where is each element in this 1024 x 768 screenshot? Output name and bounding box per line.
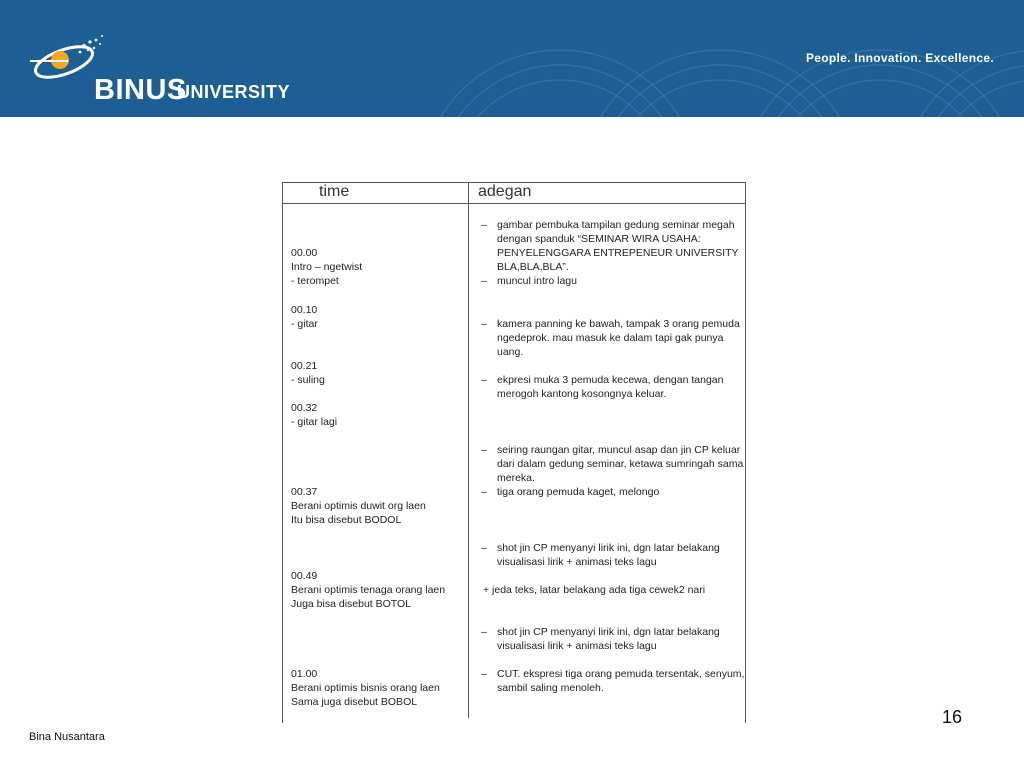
- time-cell: Itu bisa disebut BODOL: [291, 514, 402, 526]
- tagline: People. Innovation. Excellence.: [805, 51, 994, 65]
- scene-line: shot jin CP menyanyi lirik ini, dgn latar belakang: [497, 626, 720, 638]
- time-cell: - suling: [291, 374, 325, 386]
- time-cell: - gitar: [291, 318, 318, 330]
- list-dash: –: [481, 542, 487, 554]
- header-banner: [0, 0, 1024, 117]
- time-cell: - terompet: [291, 275, 339, 287]
- scene-line: sambil saling menoleh.: [497, 682, 604, 694]
- logo-binus-text: BINUS: [94, 74, 187, 106]
- scene-line: uang.: [497, 346, 524, 358]
- list-dash: –: [481, 626, 487, 638]
- time-cell: Sama juga disebut BOBOL: [291, 696, 418, 708]
- time-cell: Berani optimis duwit org laen: [291, 500, 426, 512]
- scene-line: tiga orang pemuda kaget, melongo: [497, 486, 660, 498]
- time-cell: Intro – ngetwist: [291, 261, 363, 273]
- time-cell: 00.21: [291, 360, 318, 372]
- time-cell: - gitar lagi: [291, 416, 338, 428]
- scene-line: ekpresi muka 3 pemuda kecewa, dengan tangan: [497, 374, 724, 386]
- time-cell: 00.32: [291, 402, 318, 414]
- list-dash: –: [481, 444, 487, 456]
- column-header-adegan: adegan: [478, 183, 532, 200]
- scene-line: PENYELENGGARA ENTREPENEUR UNIVERSITY: [497, 247, 739, 259]
- scene-line: CUT. ekspresi tiga orang pemuda tersentak, senyum,: [497, 668, 745, 680]
- header-divider: [282, 203, 745, 204]
- scene-line: dengan spanduk “SEMINAR WIRA USAHA:: [497, 233, 701, 245]
- scene-line: gambar pembuka tampilan gedung seminar megah: [497, 219, 735, 231]
- list-dash: –: [481, 318, 487, 330]
- scene-line: muncul intro lagu: [497, 275, 577, 287]
- scene-line: visualisasi lirik + animasi teks lagu: [497, 640, 657, 652]
- time-cell: 00.49: [291, 570, 318, 582]
- list-dash: –: [481, 486, 487, 498]
- time-cell: Berani optimis bisnis orang laen: [291, 682, 440, 694]
- logo-university-text: UNIVERSITY: [177, 82, 291, 102]
- scene-line: shot jin CP menyanyi lirik ini, dgn latar belakang: [497, 542, 720, 554]
- list-dash: –: [481, 668, 487, 680]
- time-cell: Berani optimis tenaga orang laen: [291, 584, 446, 596]
- scene-line: ngedeprok. mau masuk ke dalam tapi gak punya: [497, 332, 724, 344]
- binus-logo: [22, 18, 312, 108]
- column-divider: [468, 182, 469, 718]
- page-number: 16: [942, 707, 963, 727]
- scene-line: BLA,BLA,BLA”.: [497, 261, 569, 273]
- scene-line: seiring raungan gitar, muncul asap dan jin CP keluar: [497, 444, 741, 456]
- list-dash: –: [481, 275, 487, 287]
- time-cell: 00.37: [291, 486, 318, 498]
- time-cell: 01.00: [291, 668, 318, 680]
- scene-table: [282, 182, 745, 718]
- time-cell: 00.10: [291, 304, 318, 316]
- list-dash: –: [481, 374, 487, 386]
- scene-line: kamera panning ke bawah, tampak 3 orang pemuda: [497, 318, 740, 330]
- scene-line: merogoh kantong kosongnya keluar.: [497, 388, 667, 400]
- column-header-time: time: [319, 183, 350, 200]
- scene-line: mereka.: [497, 472, 535, 484]
- scene-line: + jeda teks, latar belakang ada tiga cewek2 nari: [483, 584, 706, 596]
- footer-text: Bina Nusantara: [29, 731, 105, 743]
- scene-line: dari dalam gedung seminar, ketawa sumringah sama: [497, 458, 744, 470]
- scene-line: visualisasi lirik + animasi teks lagu: [497, 556, 657, 568]
- list-dash: –: [481, 219, 487, 231]
- time-cell: 00.00: [291, 247, 318, 259]
- time-cell: Juga bisa disebut BOTOL: [291, 598, 412, 610]
